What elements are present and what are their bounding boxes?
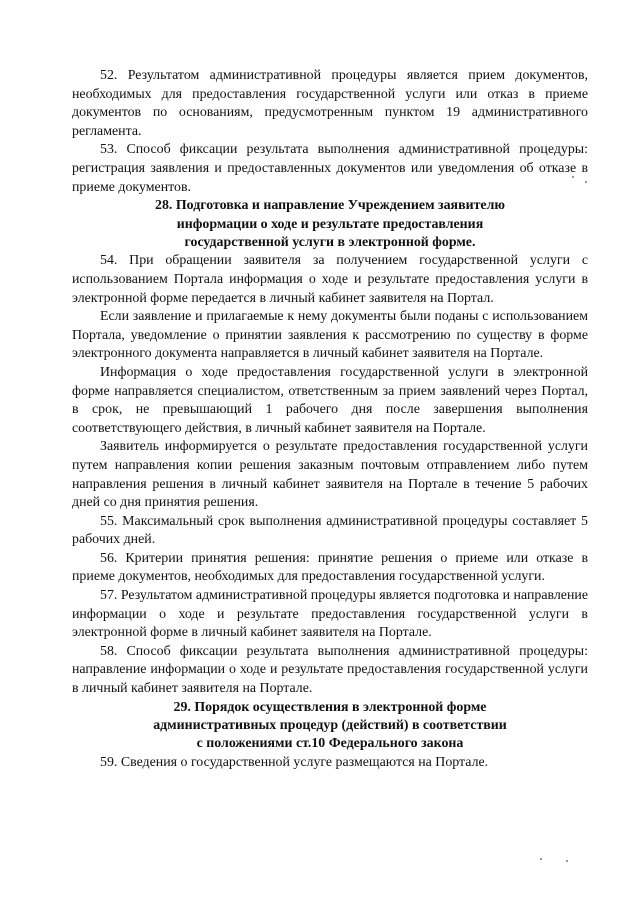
scan-speck — [566, 860, 568, 862]
paragraph-54: 54. При обращении заявителя за получением государственной услуги с использованием Портала информация о ходе и результате предоставления услуги в электронной форме передается в личный кабинет заявителя на Портал. — [72, 253, 588, 306]
heading-line: 29. Порядок осуществления в электронной форме — [173, 699, 487, 715]
paragraph-55: 55. Максимальный срок выполнения административной процедуры составляет 5 рабочих дней. — [72, 513, 588, 548]
paragraph-54-portal-notice: Если заявление и прилагаемые к нему документы были поданы с использованием Портала, уведомление о принятии заявления к рассмотрению по существу в форме электронного документа направляется в личный кабинет заявителя на Портале. — [72, 309, 588, 362]
section-29-heading — [72, 699, 588, 754]
heading-line: 28. Подготовка и направление Учреждением заявителю — [155, 198, 505, 214]
paragraph-56: 56. Критерии принятия решения: принятие решения о приеме или отказе в приеме документов, необходимых для предоставления государственной услуги. — [72, 550, 588, 585]
heading-line: с положениями ст.10 Федерального закона — [196, 736, 464, 752]
heading-line: государственной услуги в электронной форме. — [184, 234, 476, 250]
section-28-heading — [72, 197, 588, 252]
heading-line: информации о ходе и результате предоставления — [176, 216, 484, 232]
paragraph-52: 52. Результатом административной процедуры является прием документов, необходимых для предоставления государственной услуги или отказ в приеме документов по основаниям, предусмотренным пунктом 19 административного регламента. — [72, 68, 588, 139]
heading-line: административных процедур (действий) в соответствии — [153, 718, 507, 734]
paragraph-53: 53. Способ фиксации результата выполнения административной процедуры: регистрация заявления и предоставленных документов или уведомления об отказе в приеме документов. — [72, 142, 588, 195]
page-content — [72, 67, 588, 772]
paragraph-54-progress-info: Информация о ходе предоставления государственной услуги в электронной форме направляется специалистом, ответственным за прием заявлений через Портал, в срок, не превышающий 1 рабочего дня после завершения выполнения соответствующего действия, в личный кабинет заявителя на Портале. — [72, 364, 588, 436]
paragraph-59: 59. Сведения о государственной услуге размещаются на Портале. — [100, 754, 489, 770]
paragraph-54-result-info: Заявитель информируется о результате предоставления государственной услуги путем направления копии решения заказным почтовым отправлением либо путем направления решения в личный кабинет заявителя на Портале в течение 5 рабочих дней со дня принятия решения. — [72, 439, 588, 511]
scan-speck — [572, 176, 574, 178]
paragraph-57: 57. Результатом административной процедуры является подготовка и направление информации о ходе и результате предоставления государственной услуги в электронной форме в личный кабинет заявителя на Портале. — [72, 588, 588, 641]
scan-speck — [585, 181, 587, 183]
scan-speck — [540, 858, 542, 860]
paragraph-58: 58. Способ фиксации результата выполнения административной процедуры: направление информации о ходе и результате предоставления государственной услуги в личный кабинет заявителя на Портале. — [72, 643, 588, 697]
